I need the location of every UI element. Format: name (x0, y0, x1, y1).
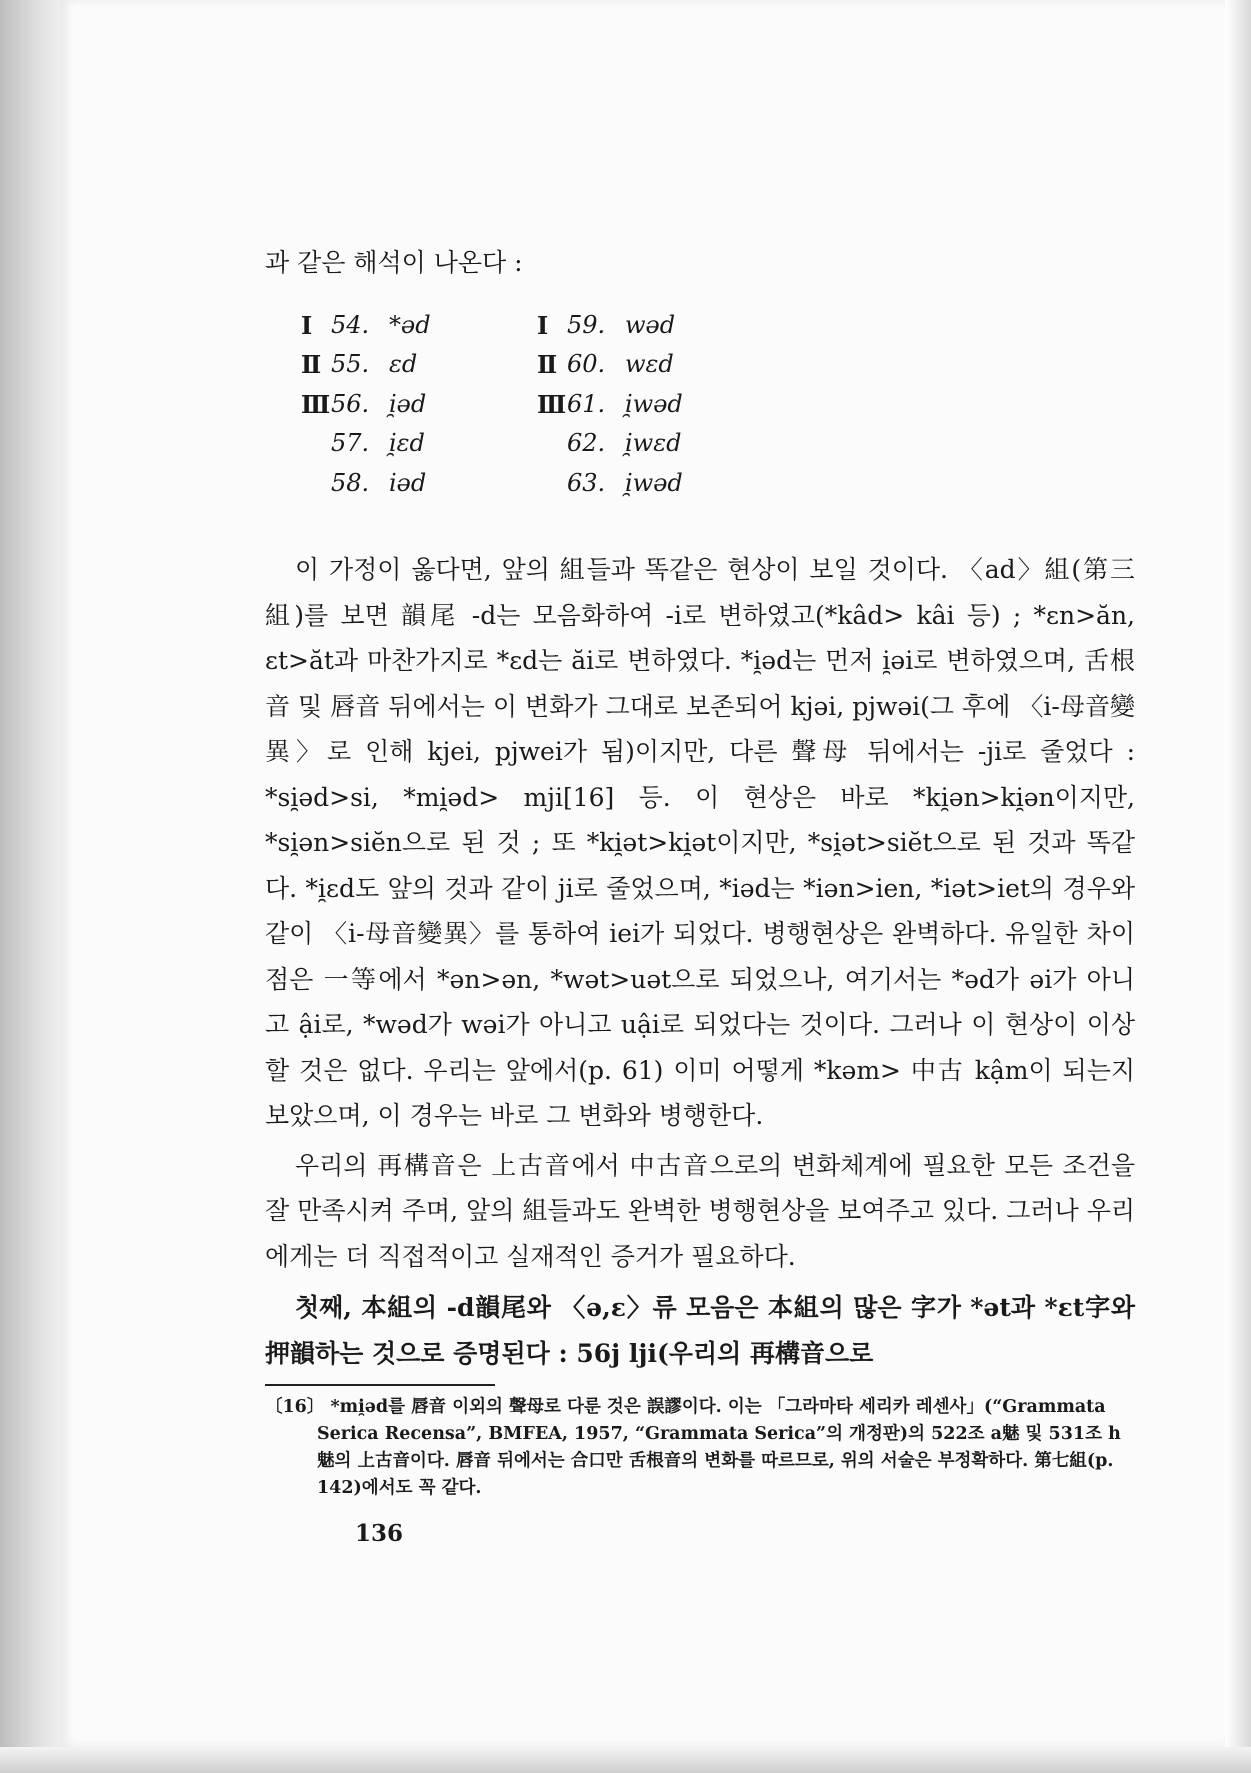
division-label: Ⅱ (301, 350, 322, 379)
reconstructed-form: i̯ɛd (389, 429, 425, 457)
division-label: Ⅰ (537, 310, 549, 340)
body-paragraph: 첫째, 本組의 -d韻尾와 〈ə,ɛ〉류 모음은 本組의 많은 字가 *ət과 *ɛt字와 押韻하는 것으로 증명된다 : 56j lji(우리의 再構音으로 (265, 1293, 1135, 1368)
division-label (537, 424, 567, 464)
item-number: 56. (331, 389, 370, 418)
book-bottom-edge (0, 1747, 1251, 1773)
reconstructed-form: iəd (389, 468, 427, 497)
item-number: 57. (331, 429, 370, 457)
division-label: Ⅱ (537, 350, 558, 379)
reconstructed-form: wəd (625, 310, 676, 339)
item-number: 62. (567, 429, 606, 457)
book-right-edge (1225, 0, 1251, 1773)
item-number: 58. (331, 468, 370, 497)
item-number: 63. (567, 468, 606, 497)
reconstruction-table (301, 306, 1135, 504)
page-content (265, 240, 1135, 1520)
item-number: 61. (567, 389, 606, 418)
body-paragraph: 우리의 再構音은 上古音에서 中古音으로의 변화체계에 필요한 모든 조건을 잘 만족시켜 주며, 앞의 組들과도 완벽한 병행현상을 보여주고 있다. 그러나 우리에게는 더 직접적이고 실재적인 증거가 필요하다. (265, 1150, 1135, 1271)
table-row (301, 464, 1135, 504)
division-label: Ⅲ (301, 389, 331, 419)
reconstructed-form: *əd (389, 310, 431, 339)
division-label (301, 464, 331, 504)
reconstructed-form: ɛd (389, 350, 418, 378)
division-label: Ⅰ (301, 310, 313, 340)
division-label (301, 424, 331, 464)
division-label: Ⅲ (537, 389, 567, 419)
page-number: 136 (355, 1520, 404, 1547)
body-paragraph: 이 가정이 옳다면, 앞의 組들과 똑같은 현상이 보일 것이다. 〈ad〉組(第三組)를 보면 韻尾 -d는 모음화하여 -i로 변하였고(*kâd> kâi 등) ; *ɛn>ăn, ɛt>ăt과 마찬가지로 *ɛd는 ăi로 변하였다. *i̯əd는 먼저 i̯əi로 변하였으며, 舌根音 및 唇音 뒤에서는 이 변화가 그대로 보존되어 kjəi, pjwəi(그 후에 〈i-母音變異〉로 인해 kjei, pjwei가 됨)이지만, 다른 聲母 뒤에서는 -ji로 줄었다 : *si̯əd>si, *mi̯əd> mji[16] 등. 이 현상은 바로 *ki̯ən>ki̯ən이지만, *si̯ən>siĕn으로 된 것 ; 또 *ki̯ət>ki̯ət이지만, *si̯ət>siĕt으로 된 것과 똑같다. *i̯ɛd도 앞의 것과 같이 ji로 줄었으며, *iəd는 *iən>ien, *iət>iet의 경우와 같이 〈i-母音變異〉를 통하여 iei가 되었다. 병행현상은 완벽하다. 유일한 차이점은 一等에서 *ən>ən, *wət>uət으로 되었으나, 여기서는 *əd가 əi가 아니고 ậi로, *wəd가 wəi가 아니고 uậi로 되었다는 것이다. 그러나 이 현상이 이상할 것은 없다. 우리는 앞에서(p. 61) 이미 어떻게 *kəm> 中古 kậm이 되는지 보았으며, 이 경우는 바로 그 변화와 병행한다. (265, 555, 1135, 1130)
footnote: 〔16〕 *mi̯əd를 唇音 이외의 聲母로 다룬 것은 誤謬이다. 이는 「그라마타 세리카 레센사」(“Grammata Serica Recensa”, BMFEA, 1957, “Grammata Serica”의 개정판)의 522조 a魅 및 531조 h魅의 上古音이다. 唇音 뒤에서는 合口만 舌根音의 변화를 따르므로, 위의 서술은 부정확하다. 第七組(p. 142)에서도 꼭 같다. (265, 1397, 1121, 1498)
division-label (537, 464, 567, 504)
item-number: 55. (331, 350, 370, 378)
book-spine-edge (0, 0, 60, 1773)
footnote-divider (265, 1384, 495, 1386)
reconstructed-form: i̯wəd (625, 468, 683, 497)
reconstructed-form: i̯wəd (625, 389, 683, 418)
table-row (301, 424, 1135, 464)
item-number: 54. (331, 310, 370, 339)
item-number: 59. (567, 310, 606, 339)
reconstructed-form: i̯wɛd (625, 429, 682, 457)
book-page (60, 0, 1225, 1747)
table-row (301, 306, 1135, 346)
lead-line: 과 같은 해석이 나온다 : (265, 248, 523, 277)
table-row (301, 385, 1135, 425)
item-number: 60. (567, 350, 606, 378)
reconstructed-form: i̯əd (389, 389, 427, 418)
reconstructed-form: wɛd (625, 350, 674, 378)
table-row (301, 345, 1135, 385)
